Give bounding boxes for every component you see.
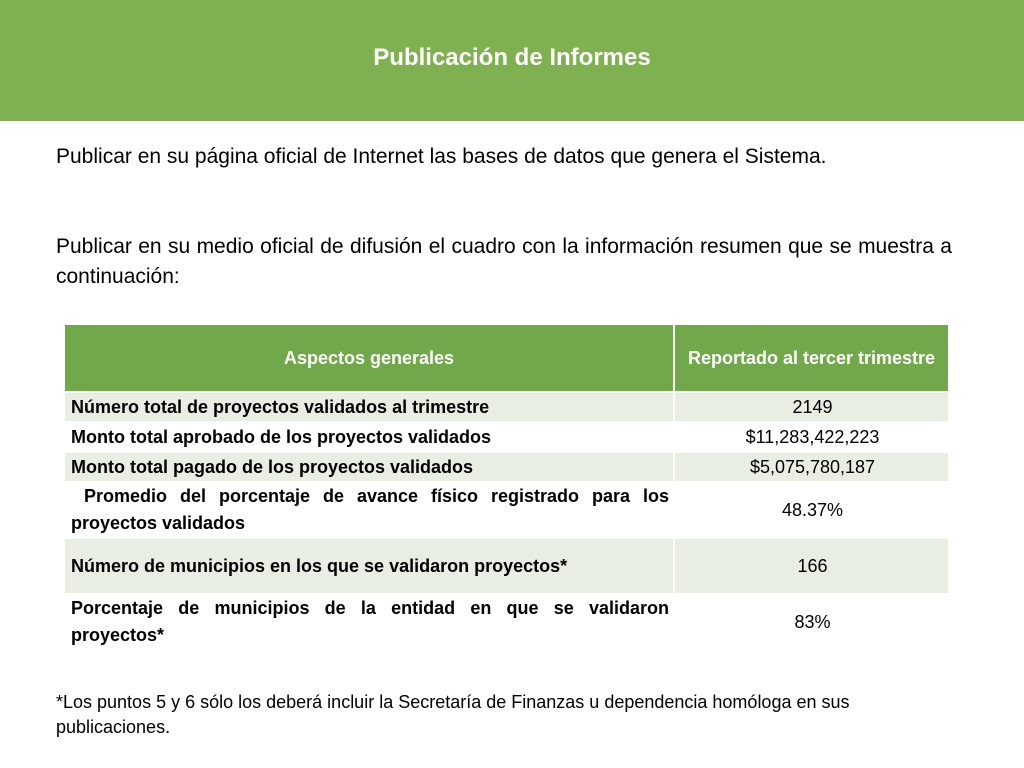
row-value: 48.37% [674,482,949,538]
row-value: 166 [674,538,949,594]
row-value: 83% [674,594,949,650]
table-row [64,392,949,422]
column-header-reportado: Reportado al tercer trimestre [674,324,949,392]
table-row [64,452,949,482]
paragraph-difusion: Publicar en su medio oficial de difusión el cuadro con la información resumen que se muestra a continuación: [56,235,952,288]
row-value: $11,283,422,223 [674,422,949,452]
row-label: Número total de proyectos validados al trimestre [64,392,674,422]
page-title: Publicación de Informes [373,44,651,71]
row-label: Monto total aprobado de los proyectos validados [64,422,674,452]
summary-table [63,323,950,651]
row-label: Promedio del porcentaje de avance físico registrado para los proyectos validados [64,482,674,538]
table-row [64,594,949,650]
row-label: Número de municipios en los que se validaron proyectos* [64,538,674,594]
column-header-aspectos: Aspectos generales [64,324,674,392]
row-value: $5,075,780,187 [674,452,949,482]
row-value: 2149 [674,392,949,422]
footnote: *Los puntos 5 y 6 sólo los deberá incluir la Secretaría de Finanzas u dependencia homóloga en sus publicaciones. [56,692,850,737]
table-row [64,538,949,594]
paragraph-internet: Publicar en su página oficial de Internet las bases de datos que genera el Sistema. [56,145,827,168]
row-label: Porcentaje de municipios de la entidad en que se validaron proyectos* [64,594,674,650]
header-banner [0,0,1024,121]
table-row [64,482,949,538]
table-row [64,422,949,452]
table-header-row [64,324,949,392]
row-label: Monto total pagado de los proyectos validados [64,452,674,482]
